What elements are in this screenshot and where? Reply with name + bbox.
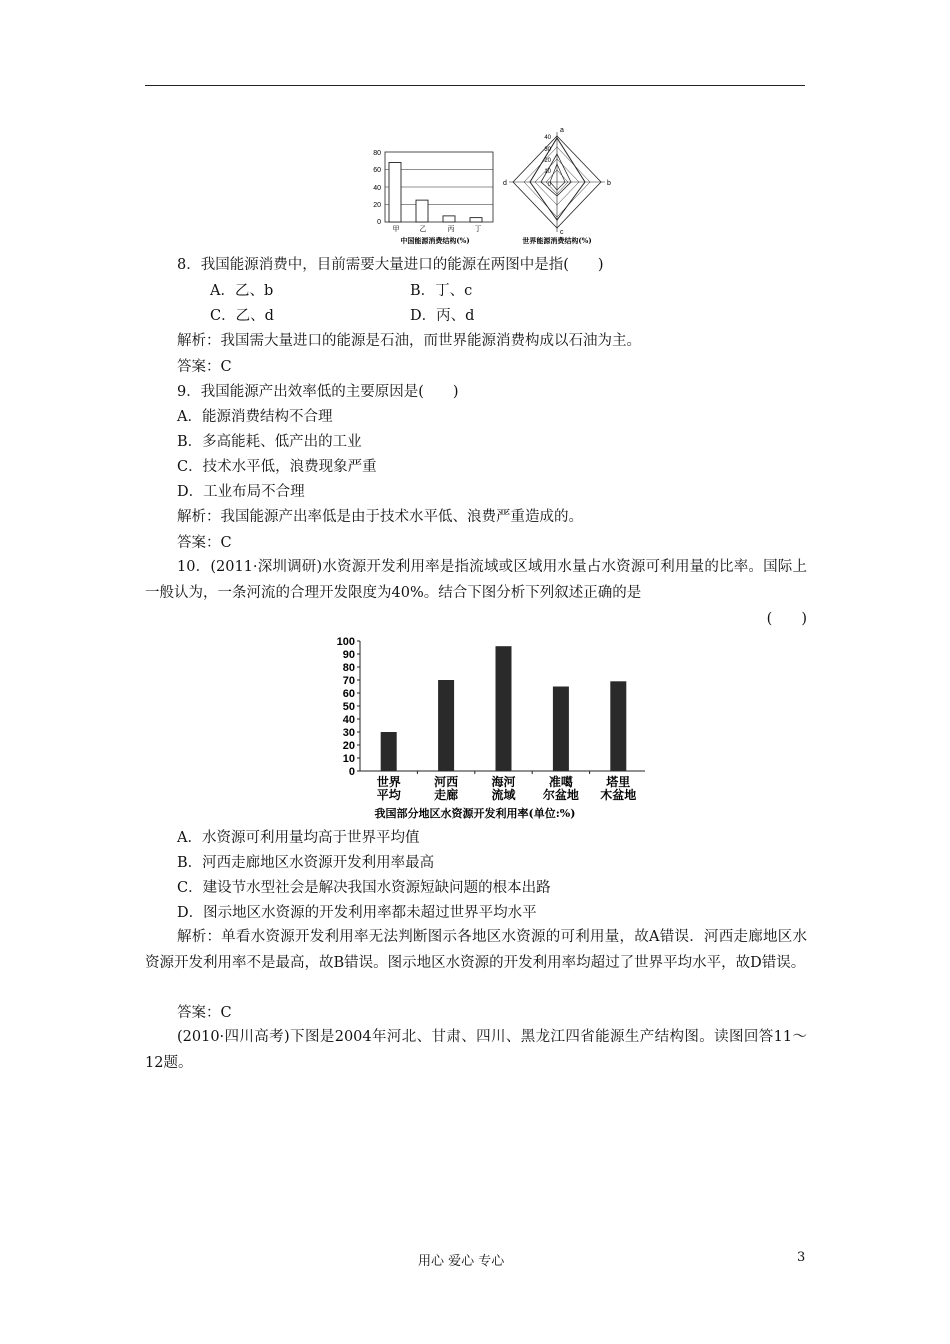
footer-text: 用心 爱心 专心 [418, 1254, 505, 1269]
x-category-label: 塔里 [606, 775, 631, 789]
q9-option-a: A．能源消费结构不合理 [177, 409, 333, 425]
x-category-label: 准噶 [548, 775, 573, 789]
x-category-label: 河西 [434, 775, 459, 789]
y-tick-label: 50 [342, 701, 355, 713]
china-energy-bar-chart [373, 150, 493, 245]
q9-option-b: B．多高能耗、低产出的工业 [177, 434, 362, 450]
q8-analysis: 解析：我国需大量进口的能源是石油，而世界能源消费构成以石油为主。 [177, 333, 641, 349]
q10-option-b: B．河西走廊地区水资源开发利用率最高 [177, 855, 435, 871]
bar-1 [438, 680, 454, 771]
q10-analysis: 解析：单看水资源开发利用率无法判断图示各地区水资源的可利用量，故A错误．河西走廊地区水资源开发利用率不是最高，故B错误。图示地区水资源的开发利用率均超过了世界平均水平，故D错误。 [145, 929, 807, 971]
header-rule [145, 85, 805, 86]
bar-cat-ding: 丁 [474, 225, 482, 233]
bar-chart-caption: 中国能源消费结构(%) [400, 236, 470, 245]
y-tick-label: 60 [342, 688, 355, 700]
q8-option-c: C．乙、d [210, 308, 274, 324]
x-category-label: 海河 [491, 775, 516, 789]
q9-stem: 9．我国能源产出效率低的主要原因是( ) [177, 384, 459, 400]
q9-answer: 答案：C [177, 535, 232, 551]
y-tick-label: 10 [342, 753, 355, 765]
q10-stem: 10．(2011·深圳调研)水资源开发利用率是指流域或区域用水量占水资源可利用量的比率。国际上一般认为，一条河流的合理开发限度为40%。结合下图分析下列叙述正确的是 [145, 559, 807, 601]
y-tick-label: 80 [342, 662, 355, 674]
radar-tick-10: 10 [544, 169, 551, 175]
radar-label-c: c [560, 229, 564, 236]
q8-option-a: A．乙、b [210, 283, 274, 299]
bar-ytick-80: 80 [373, 150, 381, 157]
y-tick-label: 20 [342, 740, 355, 752]
bar-ytick-60: 60 [373, 167, 381, 174]
energy-bar-2 [443, 216, 455, 222]
x-category-label: 走廊 [434, 788, 459, 802]
y-tick-label: 0 [348, 766, 355, 778]
x-category-label: 平均 [376, 788, 401, 802]
q9-option-c: C．技术水平低，浪费现象严重 [177, 459, 377, 475]
radar-tick-0: 0 [547, 182, 551, 188]
radar-label-b: b [607, 180, 611, 187]
bar-2 [496, 646, 512, 771]
world-energy-radar-chart [503, 127, 611, 245]
bar-cat-bing: 丙 [447, 225, 455, 233]
radar-tick-40: 40 [544, 135, 551, 141]
energy-bar-0 [389, 163, 401, 223]
y-tick-label: 30 [342, 727, 355, 739]
q10-stem-paragraph [145, 554, 807, 632]
q10-option-c: C．建设节水型社会是解决我国水资源短缺问题的根本出路 [177, 880, 551, 896]
energy-bar-1 [416, 200, 428, 222]
bar-4 [610, 681, 626, 771]
q9-option-d: D．工业布局不合理 [177, 484, 305, 500]
radar-tick-20: 20 [544, 158, 551, 164]
bar-3 [553, 687, 569, 772]
radar-label-d: d [503, 180, 507, 187]
page-number: 3 [797, 1250, 806, 1265]
q8-option-d: D．丙、d [410, 308, 475, 324]
intro-questions-11-12: (2010·四川高考)下图是2004年河北、甘肃、四川、黑龙江四省能源生产结构图。读图回答11～12题。 [145, 1029, 807, 1071]
q8-option-b: B．丁、c [410, 283, 473, 299]
y-tick-label: 40 [342, 714, 355, 726]
y-tick-label: 90 [342, 649, 355, 661]
bar-ytick-20: 20 [373, 202, 381, 209]
q8-stem: 8．我国能源消费中，目前需要大量进口的能源在两图中是指( ) [177, 257, 604, 273]
q10-answer: 答案：C [177, 1005, 232, 1021]
bar-cat-yi: 乙 [419, 225, 427, 233]
x-category-label: 世界 [376, 775, 401, 789]
bar-ytick-40: 40 [373, 185, 381, 192]
radar-label-a: a [560, 127, 564, 134]
x-category-label: 尔盆地 [542, 788, 579, 802]
q9-analysis: 解析：我国能源产出率低是由于技术水平低、浪费严重造成的。 [177, 509, 583, 525]
bar-0 [381, 732, 397, 771]
water-use-rate-chart [325, 633, 645, 825]
radar-tick-30: 30 [544, 147, 551, 153]
x-category-label: 木盆地 [600, 788, 637, 802]
radar-chart-caption: 世界能源消费结构(%) [522, 236, 592, 245]
y-tick-label: 100 [336, 636, 355, 648]
energy-bar-3 [470, 218, 482, 222]
x-category-label: 流域 [491, 788, 516, 802]
chart-title: 我国部分地区水资源开发利用率(单位:%) [374, 807, 576, 820]
q8-answer: 答案：C [177, 359, 232, 375]
energy-structure-figure [365, 124, 625, 250]
q10-option-a: A．水资源可利用量均高于世界平均值 [177, 830, 420, 846]
q10-option-d: D．图示地区水资源的开发利用率都未超过世界平均水平 [177, 905, 537, 921]
bar-ytick-0: 0 [377, 219, 381, 226]
y-tick-label: 70 [342, 675, 355, 687]
bar-cat-jia: 甲 [392, 225, 400, 233]
q10-bracket: ( ) [766, 611, 807, 627]
